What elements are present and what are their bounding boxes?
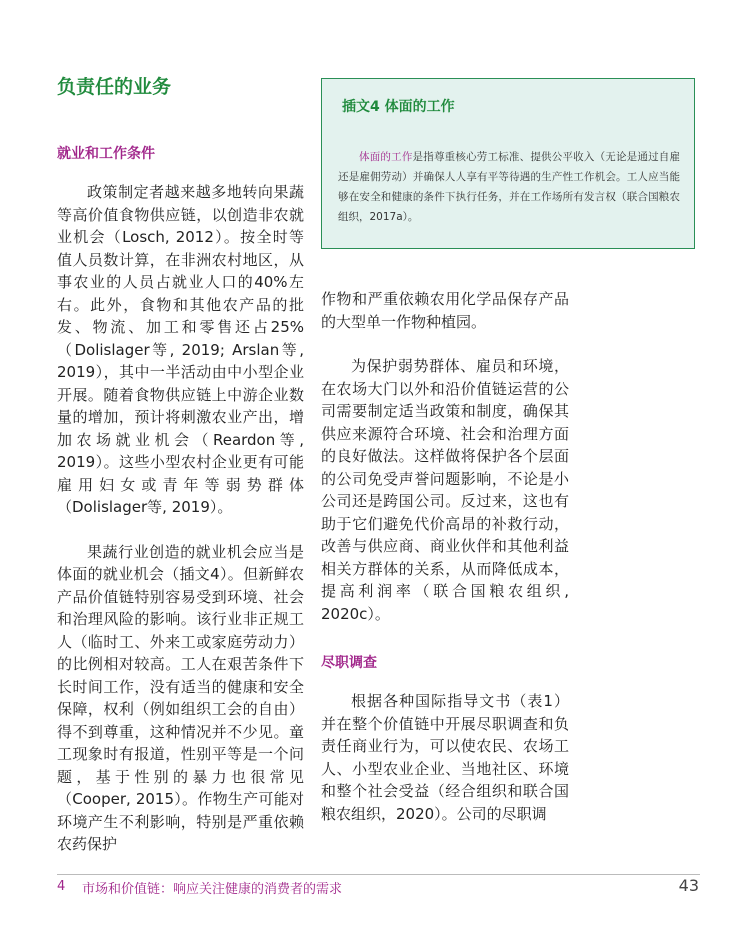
right-column xyxy=(321,288,569,625)
paragraph: 果蔬行业创造的就业机会应当是体面的就业机会（插文4）。但新鲜农产品价值链特别容易受到环境、社会和治理风险的影响。该行业非正规工人（临时工、外来工或家庭劳动力）的比例相对较高。工人在艰苦条件下长时间工作，没有适当的健康和安全保障，权利（例如组织工会的自由）得不到尊重，这种情况并不少见。童工现象时有报道，性别平等是一个问题，基于性别的暴力也很常见（Cooper, 2015）。作物生产可能对环境产生不利影响，特别是严重依赖农药保护 xyxy=(57,542,304,853)
section-heading-due-diligence: 尽职调查 xyxy=(321,655,377,671)
box-keyword: 体面的工作 xyxy=(359,151,413,163)
page-number: 43 xyxy=(678,876,699,895)
right-column-lower xyxy=(321,690,569,825)
paragraph: 为保护弱势群体、雇员和环境，在农场大门以外和沿价值链运营的公司需要制定适当政策和制度，确保其供应来源符合环境、社会和治理方面的良好做法。这样做将保护各个层面的公司免受声誉问题影响，不论是小公司还是跨国公司。反过来，这也有助于它们避免代价高昂的补救行动，改善与供应商、商业伙伴和其他利益相关方群体的关系，从而降低成本，提高利润率（联合国粮农组织, 2020c）。 xyxy=(321,357,569,623)
paragraph: 根据各种国际指导文书（表1）并在整个价值链中开展尽职调查和负责任商业行为，可以使农民、农场工人、小型农业企业、当地社区、环境和整个社会受益（经合组织和联合国粮农组织，2020）。公司的尽职调 xyxy=(321,692,569,823)
page-title: 负责任的业务 xyxy=(57,76,172,98)
sidebar-box xyxy=(321,78,695,249)
footer-chapter-title: 市场和价值链：响应关注健康的消费者的需求 xyxy=(82,882,343,897)
section-heading-employment: 就业和工作条件 xyxy=(57,146,155,162)
box-body: 是指尊重核心劳工标准、提供公平收入（无论是通过自雇还是雇佣劳动）并确保人人享有平等待遇的生产性工作机会。工人应当能够在安全和健康的条件下执行任务，并在工作场所有发言权（联合国粮农组织，2017a）。 xyxy=(338,151,681,223)
paragraph: 政策制定者越来越多地转向果蔬等高价值食物供应链，以创造非农就业机会（Losch, 2012）。按全时等值人员数计算，在非洲农村地区，从事农业的人员占就业人口的40%左右。此外，食物和其他农产品的批发、物流、加工和零售还占25%（Dolislager等, 2019; Arslan等, 2019），其中一半活动由中小型企业开展。随着食物供应链上中游企业数量的增加，预计将刺激农业产出，增加农场就业机会（Reardon等, 2019）。这些小型农村企业更有可能雇用妇女或青年等弱势群体（Dolislager等, 2019）。 xyxy=(57,183,304,516)
paragraph: 作物和严重依赖农用化学品保存产品的大型单一作物种植园。 xyxy=(321,290,569,331)
left-column xyxy=(57,181,304,856)
box-text xyxy=(338,147,680,227)
footer-chapter-number: 4 xyxy=(57,879,66,894)
footer-divider xyxy=(57,874,700,875)
box-title: 插文4 体面的工作 xyxy=(342,99,455,115)
